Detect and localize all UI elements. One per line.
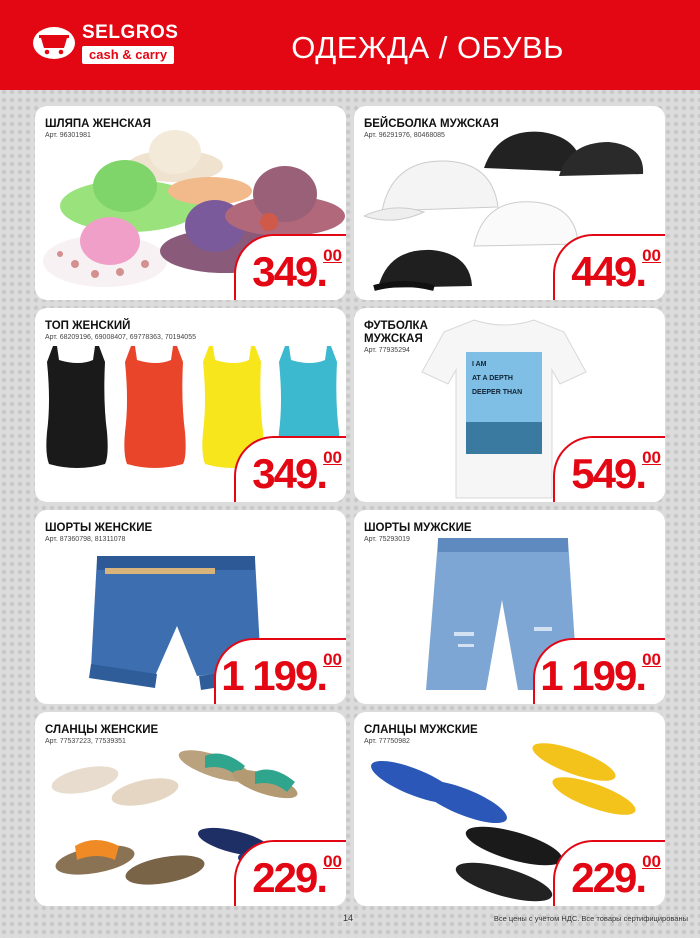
product-card-womens-slides[interactable]	[35, 712, 346, 906]
price-cents: 00	[642, 650, 661, 669]
price-cents: 00	[642, 852, 661, 871]
logo-name: SELGROS	[82, 22, 179, 43]
product-title: ШОРТЫ МУЖСКИЕ	[364, 522, 472, 534]
price-value: 449.	[571, 248, 645, 295]
svg-text:AT A DEPTH: AT A DEPTH	[472, 375, 513, 382]
product-title: ТОП ЖЕНСКИЙ	[45, 320, 131, 332]
product-card-womens-hat[interactable]	[35, 106, 346, 300]
product-title: БЕЙСБОЛКА МУЖСКАЯ	[364, 118, 499, 130]
price-value: 1 199.	[221, 652, 326, 699]
product-card-mens-tshirt[interactable]	[354, 308, 665, 502]
product-article: Арт. 75293019	[364, 536, 410, 543]
price-tag	[533, 638, 665, 704]
price-tag	[553, 436, 665, 502]
footer-disclaimer: Все цены с учётом НДС. Все товары сертифицированы	[493, 914, 688, 923]
price-value: 349.	[252, 450, 326, 497]
price-value: 349.	[252, 248, 326, 295]
svg-text:I AM: I AM	[472, 361, 487, 368]
product-article: Арт. 87360798, 81311078	[45, 536, 126, 543]
section-title: ОДЕЖДА / ОБУВЬ	[291, 30, 564, 65]
price-cents: 00	[642, 246, 661, 265]
price-tag	[234, 436, 346, 502]
product-card-womens-top[interactable]	[35, 308, 346, 502]
product-article: Арт. 77537223, 77539351	[45, 738, 126, 745]
product-card-mens-flipflops[interactable]	[354, 712, 665, 906]
price-value: 229.	[252, 854, 326, 901]
price-cents: 00	[323, 448, 342, 467]
basket-icon	[32, 26, 76, 60]
price-value: 229.	[571, 854, 645, 901]
svg-text:DEEPER THAN: DEEPER THAN	[472, 389, 523, 396]
price-cents: 00	[323, 650, 342, 669]
price-tag	[214, 638, 346, 704]
product-title: ШЛЯПА ЖЕНСКАЯ	[45, 118, 151, 130]
price-cents: 00	[323, 246, 342, 265]
product-article: Арт. 77750982	[364, 738, 410, 745]
price-tag	[553, 840, 665, 906]
page-number: 14	[343, 913, 354, 923]
price-value: 549.	[571, 450, 645, 497]
price-tag	[234, 234, 346, 300]
header-bar	[0, 0, 700, 90]
price-cents: 00	[323, 852, 342, 871]
product-article: Арт. 96291976, 80468085	[364, 132, 445, 139]
product-card-mens-cap[interactable]	[354, 106, 665, 300]
product-card-mens-shorts[interactable]	[354, 510, 665, 704]
product-card-womens-shorts[interactable]	[35, 510, 346, 704]
price-value: 1 199.	[540, 652, 645, 699]
product-title: ШОРТЫ ЖЕНСКИЕ	[45, 522, 153, 534]
product-article: Арт. 77935294	[364, 347, 410, 354]
product-title: СЛАНЦЫ МУЖСКИЕ	[364, 724, 478, 736]
logo-tagline: cash & carry	[82, 46, 174, 64]
selgros-logo[interactable]	[32, 22, 184, 66]
price-tag	[553, 234, 665, 300]
price-tag	[234, 840, 346, 906]
product-article: Арт. 96301981	[45, 132, 91, 139]
product-title: СЛАНЦЫ ЖЕНСКИЕ	[45, 724, 159, 736]
price-cents: 00	[642, 448, 661, 467]
product-article: Арт. 68209196, 69008407, 69778363, 70194055	[45, 334, 196, 341]
product-title: ФУТБОЛКА МУЖСКАЯ	[364, 320, 428, 345]
